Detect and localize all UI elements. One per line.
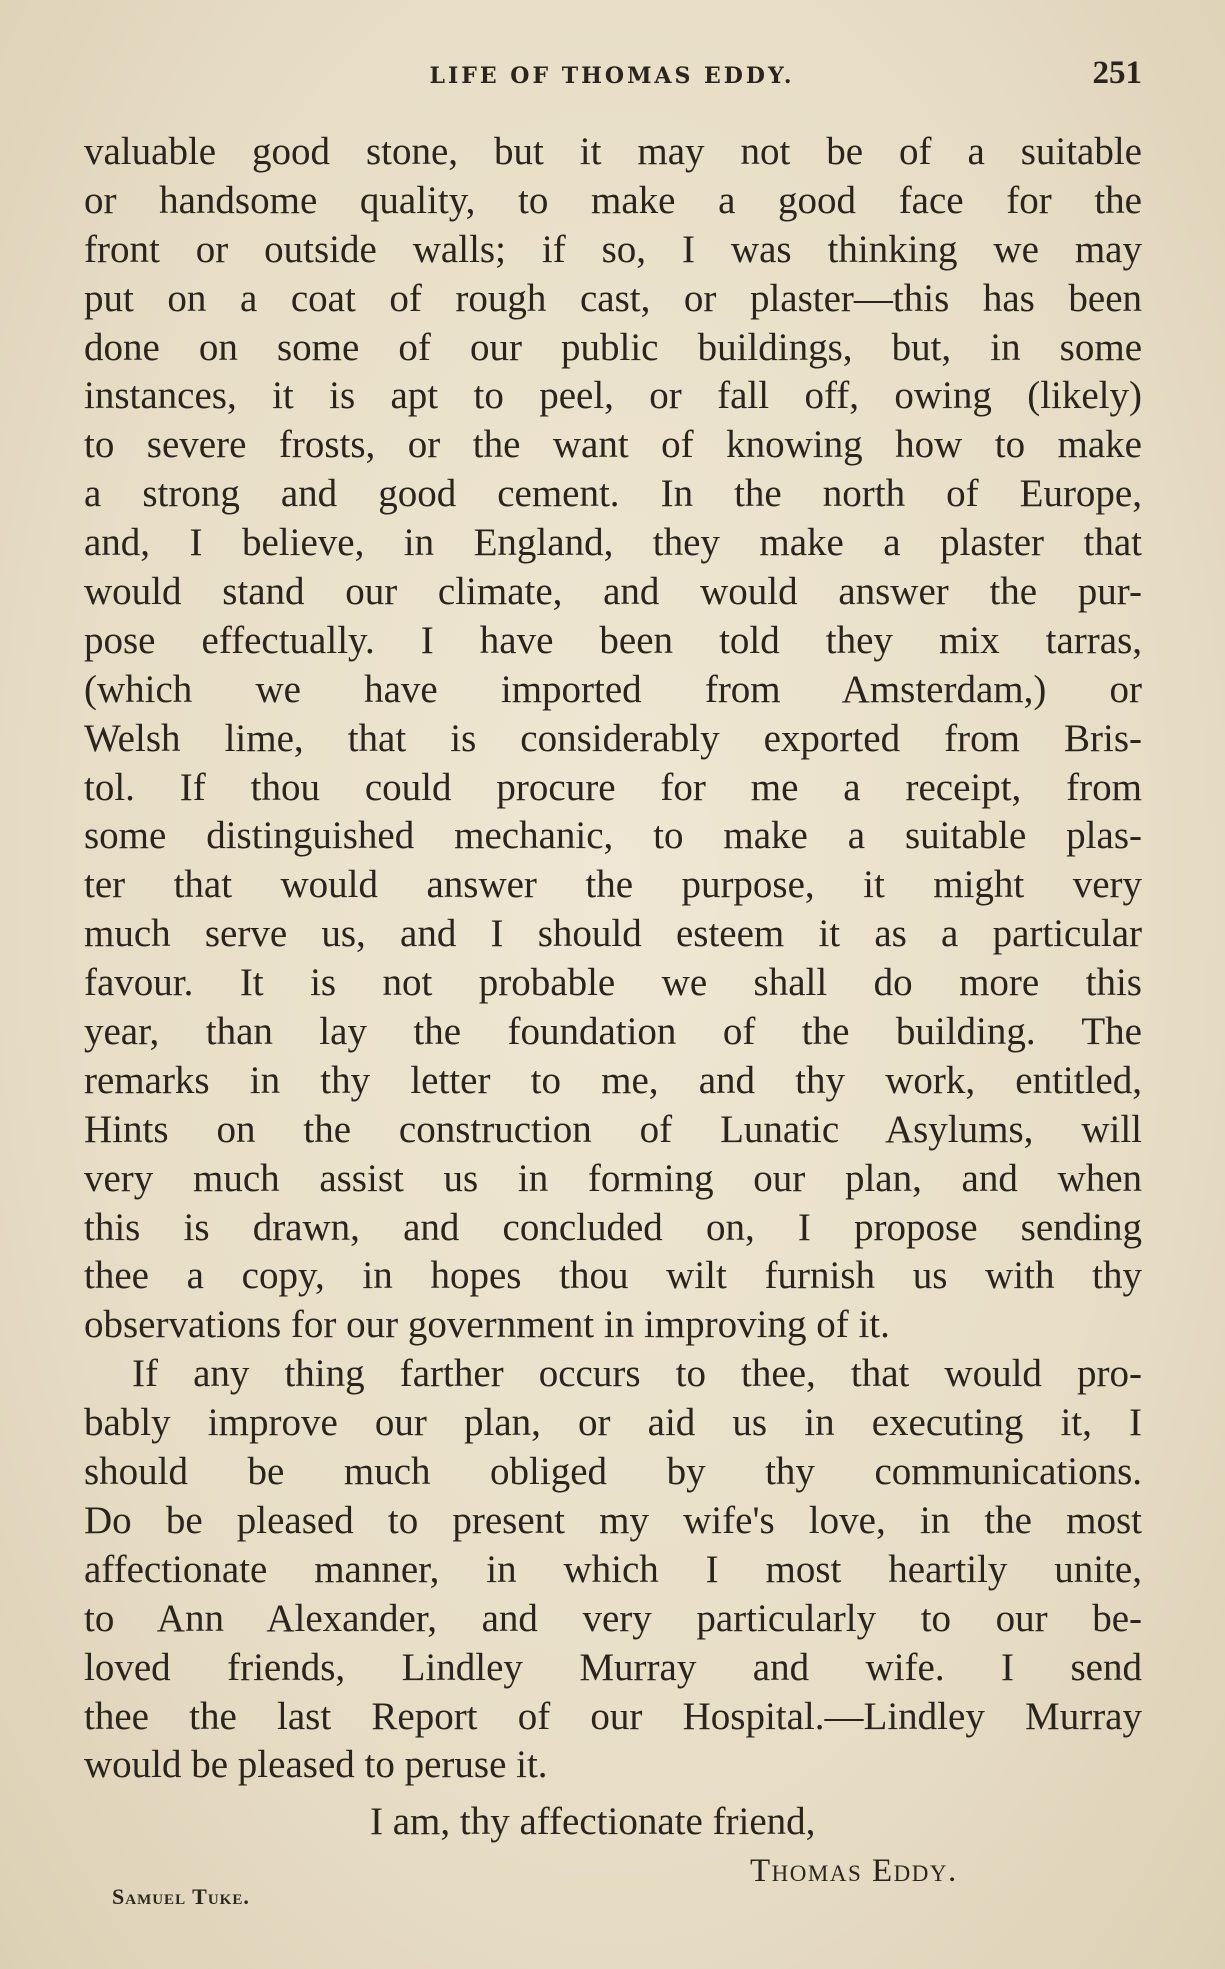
text-line: to Ann Alexander, and very particularly to our be- (84, 1596, 1142, 1640)
text-line: a strong and good cement. In the north of Europe, (84, 472, 1142, 516)
text-line: put on a coat of rough cast, or plaster—this has been (84, 276, 1142, 320)
text-line: ter that would answer the purpose, it might very (84, 863, 1142, 907)
running-title: LIFE OF THOMAS EDDY. (429, 63, 795, 89)
text-line: observations for our government in improving of it. (84, 1303, 890, 1347)
signature: Thomas Eddy. (750, 1853, 958, 1889)
closing-salutation: I am, thy affectionate friend, (370, 1800, 816, 1843)
text-line: If any thing farther occurs to thee, that would pro- (132, 1352, 1142, 1396)
text-line: instances, it is apt to peel, or fall off, owing (likely) (84, 374, 1142, 418)
text-line: very much assist us in forming our plan, and when (84, 1156, 1142, 1200)
text-line: pose effectually. I have been told they mix tarras, (84, 618, 1142, 662)
text-line: thee the last Report of our Hospital.—Lindley Murray (84, 1694, 1142, 1738)
page-number: 251 (1092, 55, 1142, 91)
text-line: this is drawn, and concluded on, I propose sending (84, 1205, 1142, 1249)
page-header (82, 55, 1142, 105)
text-line: and, I believe, in England, they make a plaster that (84, 521, 1142, 565)
text-line: some distinguished mechanic, to make a suitable plas- (84, 814, 1142, 858)
paragraph-1 (84, 128, 1142, 1350)
text-line: Hints on the construction of Lunatic Asylums, will (84, 1107, 1142, 1151)
text-line: favour. It is not probable we shall do more this (84, 961, 1142, 1005)
text-line: done on some of our public buildings, but, in some (84, 325, 1142, 369)
text-line: tol. If thou could procure for me a receipt, from (84, 765, 1142, 809)
text-line: year, than lay the foundation of the building. The (84, 1010, 1142, 1054)
text-line: would be pleased to peruse it. (84, 1743, 548, 1787)
addressee: Samuel Tuke. (112, 1884, 250, 1909)
text-line: would stand our climate, and would answer the pur- (84, 570, 1142, 614)
letter-body (84, 128, 1142, 1790)
text-line: should be much obliged by thy communications. (84, 1450, 1142, 1494)
text-line: or handsome quality, to make a good face for the (84, 178, 1142, 222)
text-line: front or outside walls; if so, I was thinking we may (84, 227, 1142, 271)
text-line: thee a copy, in hopes thou wilt furnish us with thy (84, 1254, 1142, 1298)
text-line: remarks in thy letter to me, and thy work, entitled, (84, 1058, 1142, 1102)
text-line: affectionate manner, in which I most heartily unite, (84, 1547, 1142, 1591)
paragraph-2 (84, 1350, 1142, 1790)
text-line: bably improve our plan, or aid us in executing it, I (84, 1401, 1142, 1445)
text-line: (which we have imported from Amsterdam,) or (84, 667, 1142, 711)
text-line: Do be pleased to present my wife's love, in the most (84, 1498, 1142, 1542)
text-line: loved friends, Lindley Murray and wife. I send (84, 1645, 1142, 1689)
text-line: Welsh lime, that is considerably exported from Bris- (84, 716, 1142, 760)
text-line: much serve us, and I should esteem it as a particular (84, 912, 1142, 956)
text-line: to severe frosts, or the want of knowing how to make (84, 423, 1142, 467)
text-line: valuable good stone, but it may not be of a suitable (84, 130, 1142, 173)
